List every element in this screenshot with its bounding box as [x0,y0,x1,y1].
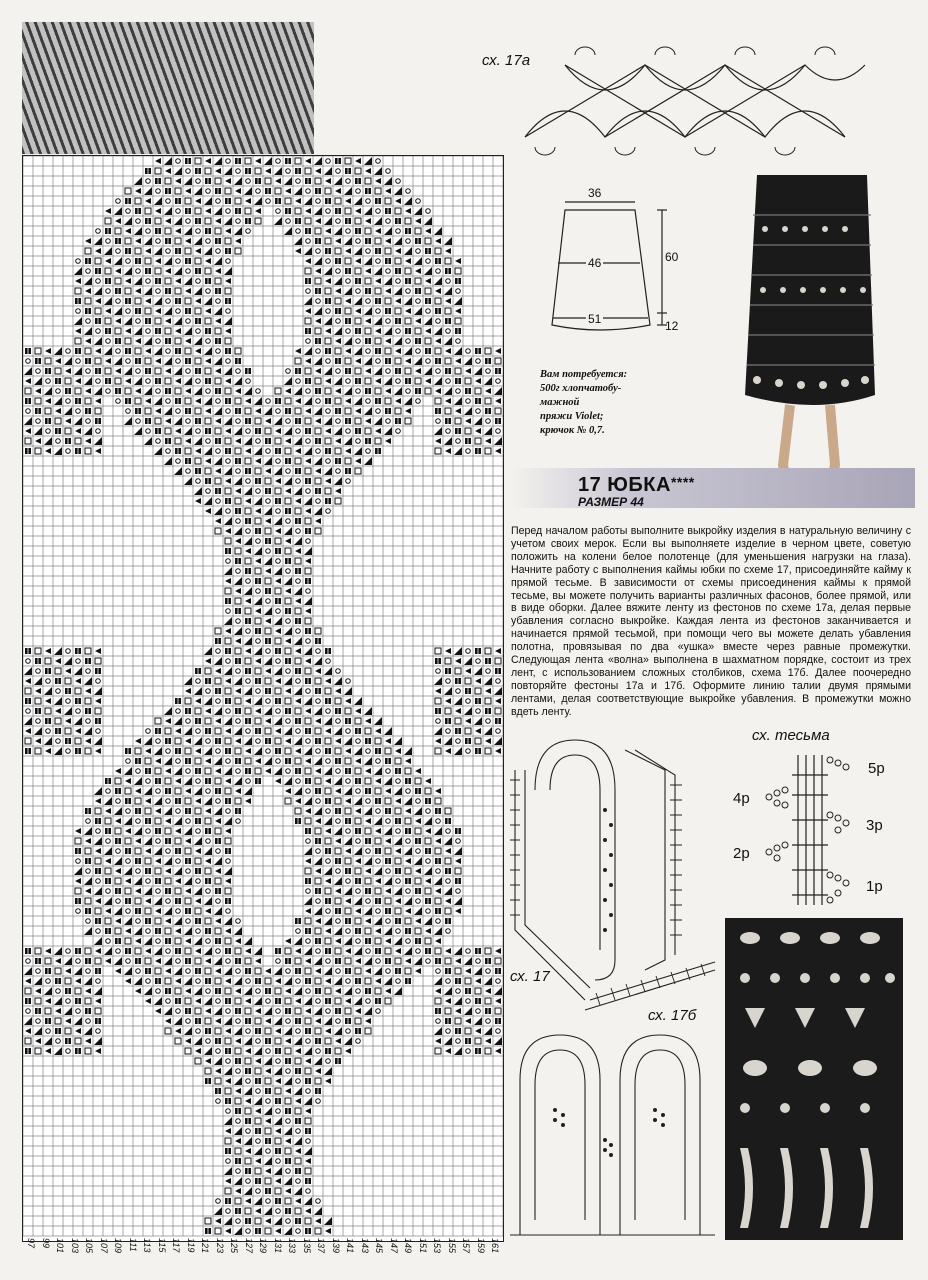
grid-row-number: 139 [330,1238,341,1254]
skirt-model-photo [735,165,880,505]
schema-17b-chart [505,1020,720,1245]
grid-row-number: 161 [490,1238,500,1254]
schema-17b-label: сх. 17б [648,1007,697,1024]
grid-row-number: 153 [432,1238,442,1254]
grid-row-number: 157 [461,1238,471,1254]
tesma-row-3: 3р [866,817,883,834]
grid-row-number: 125 [229,1238,239,1254]
materials-block [540,368,680,438]
grid-row-number: 99 [40,1238,51,1249]
grid-row-number: 103 [69,1238,80,1254]
schema-17a-label: сх. 17а [482,52,531,69]
lace-sample-photo [22,22,314,154]
materials-line: 500г хлопчатобу- [540,383,622,394]
grid-row-number: 149 [403,1238,413,1254]
grid-row-number: 117 [171,1238,181,1253]
difficulty-stars: **** [670,474,695,490]
title-text: 17 ЮБКА [578,474,671,496]
schema-17-label: сх. 17 [510,968,550,985]
materials-line: мажной [540,397,580,408]
grid-row-number: 123 [214,1238,225,1254]
grid-row-number: 135 [301,1238,312,1254]
grid-row-number: 111 [127,1238,138,1252]
bottom-width: 51 [588,312,602,326]
pattern-title [578,474,695,497]
grid-row-number: 105 [84,1238,94,1254]
grid-row-number: 133 [287,1238,297,1254]
schema-tesma-label: сх. тесьма [752,727,830,744]
title-banner [510,468,915,508]
grid-row-number: 119 [185,1238,196,1253]
top-width: 36 [588,186,602,200]
grid-row-number: 107 [98,1238,109,1254]
schema-17a-chart [505,25,885,175]
grid-row-number: 143 [359,1238,370,1254]
materials-heading: Вам потребуется: [540,369,628,380]
tesma-row-4: 4р [733,790,750,807]
length-flounce: 12 [665,319,679,333]
materials-line: пряжи Violet; [540,411,604,422]
size-diagram [540,180,710,350]
lace-close-up-photo [725,918,903,1240]
grid-svg [23,156,503,1241]
tesma-row-5: 5р [868,760,885,777]
grid-row-number: 159 [475,1238,486,1254]
grid-row-number: 145 [374,1238,384,1254]
instructions-text: Перед началом работы выполните выкройку изделия в натуральную величину с учетом своих мерок. Если вы выполняете изделие в черном цвете, советую положить на колени белое полотенце (для уменьшения нагрузки на глаза). Начните работу с выполнения каймы юбки по схеме 17, присоединяйте кайму к прямой тесьме. В зависимости от схемы присоединения каймы к прямой тесьме, вы можете получить варианты различных фасонов, более прямой, или в виде оборки. Далее вяжите ленту из фестонов по схеме 17а, делая первые убавления согласно выкройке. Каждая лента из фестонов заканчивается и начинается прямой тесьмой, при помощи чего вы можете делать убавления полотна, провязывая по два «ушка» вместе через равные промежутки. Следующая лента «волна» выполнена в шахматном порядке, состоит из трех лент, с использованием сложных столбиков, схема 17б. Далее поочередно повторяйте фестоны 17а и 17б. Оформите линию талии двумя прямыми лентами, делая соответствующие выкройке убавления. В промежутки можно вдеть ленту. [511,525,911,718]
length-main: 60 [665,250,679,264]
grid-row-number: 155 [446,1238,457,1254]
pattern-size: РАЗМЕР 44 [578,495,644,509]
grid-row-number: 131 [272,1238,283,1254]
grid-row-number: 101 [55,1238,65,1254]
grid-row-number: 121 [200,1238,210,1254]
grid-row-number: 141 [345,1238,355,1254]
mid-width: 46 [588,256,602,270]
grid-row-number: 127 [243,1238,254,1254]
grid-row-number: 113 [142,1238,152,1253]
grid-row-number: 151 [417,1238,428,1254]
grid-row-number: 115 [156,1238,167,1253]
grid-row-number: 147 [388,1238,399,1254]
tesma-row-1: 1р [866,878,883,895]
crochet-chart-grid [22,155,504,1242]
grid-row-number: 129 [258,1238,268,1254]
materials-line: крючок № 0,7. [540,425,605,436]
tesma-row-2: 2р [733,845,750,862]
grid-row-number: 137 [316,1238,326,1254]
grid-row-number: 97 [26,1238,36,1249]
grid-row-number: 109 [113,1238,123,1254]
